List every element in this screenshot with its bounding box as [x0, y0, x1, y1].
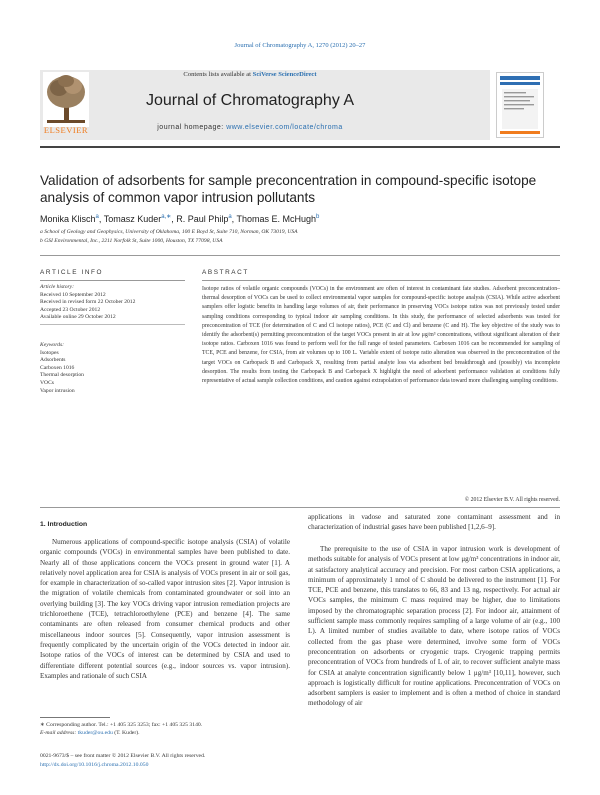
history-received: Received 10 September 2012 [40, 291, 106, 298]
journal-cover-thumbnail [496, 72, 544, 138]
journal-title: Journal of Chromatography A [145, 92, 355, 109]
keywords-block [40, 342, 170, 395]
keywords-label: Keywords: [40, 342, 65, 348]
author-list: Monika Klisch$^a$, Tomasz Kuder$^{a,∗}$, R. Paul Philp$^a$, Thomas E. McHugh$^b$ [40, 214, 320, 224]
copyright-notice: © 2012 Elsevier B.V. All rights reserved. [464, 497, 560, 503]
author-4[interactable]: Thomas E. McHugh$^b$ [236, 214, 320, 224]
affiliation-rule [40, 255, 560, 256]
article-title: Validation of adsorbents for sample preconcentration in compound-specific isotope analysis of common vapor intrusion pollutants [40, 173, 537, 205]
keyword: Isotopes [40, 349, 59, 356]
elsevier-wordmark: ELSEVIER [43, 125, 89, 135]
doi-link[interactable]: http://dx.doi.org/10.1016/j.chroma.2012.10.050 [40, 762, 149, 768]
issn-line: 0021-9673/$ – see front matter © 2012 Elsevier B.V. All rights reserved. [40, 753, 206, 759]
author-1[interactable]: Monika Klisch$^a$ [40, 214, 99, 224]
author-3[interactable]: R. Paul Philp$^a$ [176, 214, 232, 224]
author-2[interactable]: Tomasz Kuder$^{a,∗}$ [103, 214, 172, 224]
affiliation-b: b GSI Environmental, Inc., 2211 Norfolk St, Suite 1000, Houston, TX 77098, USA [40, 238, 223, 244]
elsevier-tree-logo [43, 72, 89, 127]
header-rule [40, 146, 560, 148]
journal-citation[interactable]: Journal of Chromatography A, 1270 (2012) 20–27 [234, 42, 366, 49]
affiliation-a: a School of Geology and Geophysics, University of Oklahoma, 100 E Boyd St, Suite 710, Norman, OK 73019, USA [40, 229, 298, 235]
history-accepted: Accepted 23 October 2012 [40, 306, 101, 313]
article-history [40, 284, 170, 322]
section-heading-introduction: 1. Introduction [40, 521, 88, 528]
keyword: VOCs [40, 379, 54, 386]
keyword: Thermal desorption [40, 372, 84, 379]
keyword: Carboxen 1016 [40, 364, 75, 371]
keyword: Vapor intrusion [40, 387, 75, 394]
abstract-bottom-rule [40, 507, 560, 508]
abstract-text: Isotope ratios of volatile organic compounds (VOCs) in the environment are often of interest in contaminant fate studies. Adsorbent preconcentration–thermal desorption of VOCs can be used to collect environmental vapor samples for compound-specific isotope analysis (CSIA). While active adsorbent samplers offer logistic benefits in handling large volumes of air, their performance in preserving VOCs isotope ratios was not previously tested under sampling conditions corresponding to typical indoor air sampling conditions. In this study, the performance of selected adsorbents was tested for preconcentration of TCE (for determination of C and Cl isotope ratios), PCE (C and Cl) and benzene (C and H). The key objective of the study was to identify the adsorbent(s) permitting preconcentration of the target VOCs present in air at low μg/m³ concentrations, without significant alteration of their isotope ratios. Carboxen 1016 was found to perform well for the full range of tested parameters. Carboxen 1016 can be recommended for sampling of TCE, PCE and benzene, for CSIA, from air volumes up to 100 L. Variable extent of isotope ratio alteration was observed in the preconcentration of the target VOCs on Carbopack B and Carbopack X, resulting from partial analyte loss via adsorbent bed breakthrough and (possibly) via incomplete desorption. The results from testing the Carbopack B and Carbopack X highlight the need of adsorbent performance validation at conditions fully representative of actual sample collection conditions, and caution against extrapolation of performance data toward more challenging sampling conditions. [202, 286, 560, 385]
keyword: Adsorbents [40, 357, 66, 364]
footnote-block [40, 721, 300, 737]
email-note: E-mail address: tkuder@ou.edu (T. Kuder). [40, 730, 140, 736]
sciencedirect-link[interactable]: SciVerse ScienceDirect [252, 71, 317, 78]
history-revised: Received in revised form 22 October 2012 [40, 299, 136, 306]
intro-right-para-1: applications in vadose and saturated zone contaminant assessment and in characterization of industrial gases have been published [1,2,6–9]. [308, 513, 560, 532]
abstract-heading: ABSTRACT [202, 269, 249, 276]
intro-right-para-2: The prerequisite to the use of CSIA in vapor intrusion work is development of methods suitable for analysis of VOCs present at low μg/m³ concentrations in indoor air, at satisfactory analytical accuracy and precision. For most carbon CSIA applications, a minimum of approximately 1 nmol of C should be delivered to the instrument [1]. For TCE, PCE and benzene, this translates to 66, 83 and 13 ng, respectively. For actual air VOCs samples, the minimum C mass required may be higher, due to limitations imposed by the chromatographic separation process [2]. For indoor air, attainment of sufficient sample mass commonly requires sampling of a large volume of air (e.g., 100 L). A limited number of studies available to date, where isotope ratios of VOCs collected from the gas phase were determined, involve some form of VOCs preconcentration on adsorbents or cryogenic traps. Cryogenic trapping permits preconcentration of VOCs from hundreds of L of air, to recover sufficient analyte mass for CSIA at analyte concentration significantly below 1 μg/m³ [10,11], however, such approach is logistically difficult for routine applications. Preconcentration of VOCs on adsorbent samplers is easier to implement and is often a method of choice in standard methodology of air [308, 545, 560, 708]
contents-prefix: Contents lists available at [183, 71, 253, 78]
homepage-link[interactable]: www.elsevier.com/locate/chroma [226, 124, 343, 131]
history-online: Available online 29 October 2012 [40, 314, 116, 321]
article-info-heading: ARTICLE INFO [40, 269, 104, 276]
corresponding-author-note: ∗ Corresponding author. Tel.: +1 405 325 3253; fax: +1 405 325 3140. [40, 722, 203, 728]
footnote-rule [40, 717, 110, 718]
email-link[interactable]: tkuder@ou.edu [77, 730, 113, 736]
article-info-rule [40, 280, 185, 281]
intro-left-column: Numerous applications of compound-specific isotope analysis (CSIA) of volatile organic compounds (VOCs) in environmental samples have been published to date. Nearly all of those applications concern the VOCs present in ground water [1]. A relatively novel application area for CSIA is analysis of VOCs present in air or soil gas, for example in characterization of so-called vapor intrusion sites [2]. Vapor intrusion is the migration of volatile chemicals from contaminated groundwater or soil into an overlying building [3]. The key VOCs driving vapor intrusion remediation projects are trichloroethene (TCE), tetrachloroethylene (PCE) and benzene [4]. The same contaminants are often released from consumer chemical products and other miscellaneous indoor sources [5]. Consequently, vapor intrusion assessment is frequently complicated by the uncertain origin of the VOCs detected in indoor air. Isotope ratios of the VOCs of interest can be determined by CSIA and used to differentiate different potential sources (e.g., indoor sources vs. vapor intrusion). Examples and rationale of such CSIA [40, 538, 290, 680]
journal-homepage [90, 124, 410, 131]
keywords-rule [40, 324, 185, 325]
homepage-prefix: journal homepage: [157, 124, 227, 131]
contents-line [90, 71, 410, 78]
history-label: Article history: [40, 284, 75, 290]
abstract-rule [202, 280, 560, 281]
